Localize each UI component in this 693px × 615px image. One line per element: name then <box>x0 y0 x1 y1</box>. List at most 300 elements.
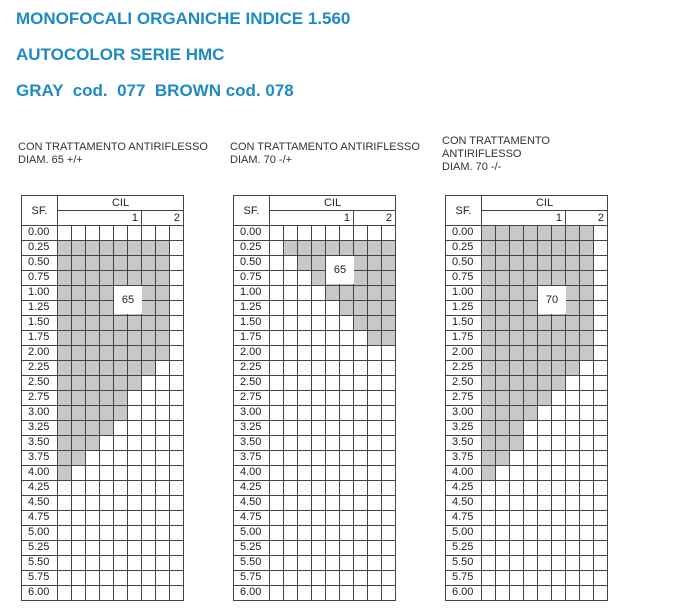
grid-cell <box>85 330 100 346</box>
grid-cell <box>523 540 538 556</box>
grid-cell <box>353 270 368 286</box>
grid-cell <box>311 285 326 301</box>
grid-cell <box>325 315 340 331</box>
sf-value: 2.00 <box>21 345 58 361</box>
grid-cell <box>339 345 354 361</box>
grid-cell <box>523 255 538 271</box>
grid-cell <box>353 420 368 436</box>
grid-cell <box>269 510 284 526</box>
grid-cell <box>311 570 326 586</box>
grid-cell <box>297 300 312 316</box>
grid-cell <box>579 300 594 316</box>
grid-cell <box>481 585 496 601</box>
grid-cell <box>551 510 566 526</box>
grid-cell <box>71 465 86 481</box>
grid-cell <box>269 570 284 586</box>
grid-cell <box>495 495 510 511</box>
grid-cell <box>509 390 524 406</box>
grid-cell <box>367 270 382 286</box>
grid-cell <box>367 435 382 451</box>
grid-cell <box>141 480 156 496</box>
grid-cell <box>381 255 396 271</box>
grid-cell <box>127 540 142 556</box>
grid-cell <box>367 555 382 571</box>
grid-cell <box>523 390 538 406</box>
grid-cell <box>169 240 184 256</box>
grid-cell <box>141 435 156 451</box>
grid-cell <box>523 585 538 601</box>
grid-cell <box>509 525 524 541</box>
grid-cell <box>325 225 340 241</box>
grid-cell <box>311 390 326 406</box>
grid-cell <box>381 375 396 391</box>
grid-cell <box>381 345 396 361</box>
grid-cell <box>339 435 354 451</box>
grid-cell <box>283 255 298 271</box>
grid-cell <box>283 360 298 376</box>
grid-cell <box>325 510 340 526</box>
grid-cell <box>523 405 538 421</box>
grid-cell <box>297 465 312 481</box>
grid-cell <box>283 345 298 361</box>
grid-cell <box>169 570 184 586</box>
grid-cell <box>353 570 368 586</box>
grid-cell <box>593 585 608 601</box>
grid-cell <box>551 375 566 391</box>
grid-cell <box>283 225 298 241</box>
grid-cell <box>71 435 86 451</box>
grid-cell <box>71 390 86 406</box>
grid-cell <box>85 300 100 316</box>
grid-cell <box>169 300 184 316</box>
sf-value: 1.25 <box>445 300 482 316</box>
grid-cell <box>269 255 284 271</box>
grid-cell <box>537 525 552 541</box>
grid-cell <box>381 390 396 406</box>
grid-cell <box>593 270 608 286</box>
grid-cell <box>141 255 156 271</box>
sf-value: 4.75 <box>233 510 270 526</box>
grid-cell <box>99 270 114 286</box>
sf-value: 4.50 <box>445 495 482 511</box>
grid-cell <box>339 570 354 586</box>
grid-cell <box>311 465 326 481</box>
grid-cell <box>297 495 312 511</box>
sf-value: 5.50 <box>445 555 482 571</box>
grid-cell <box>85 480 100 496</box>
grid-cell <box>523 360 538 376</box>
grid-cell <box>269 285 284 301</box>
diameter-label: 70 <box>538 286 566 314</box>
grid-cell <box>537 360 552 376</box>
grid-cell <box>297 255 312 271</box>
grid-cell <box>381 570 396 586</box>
grid-cell <box>381 465 396 481</box>
grid-cell <box>495 360 510 376</box>
grid-cell <box>523 495 538 511</box>
cil-2-header: 2 <box>565 210 608 226</box>
grid-cell <box>593 420 608 436</box>
grid-cell <box>579 255 594 271</box>
grid-cell <box>353 315 368 331</box>
grid-cell <box>325 450 340 466</box>
sf-value: 6.00 <box>233 585 270 601</box>
grid-cell <box>127 315 142 331</box>
grid-cell <box>593 225 608 241</box>
grid-cell <box>537 255 552 271</box>
grid-cell <box>565 465 580 481</box>
grid-cell <box>537 420 552 436</box>
grid-cell <box>283 540 298 556</box>
grid-cell <box>169 345 184 361</box>
grid-cell <box>311 300 326 316</box>
grid-cell <box>155 255 170 271</box>
grid-cell <box>311 450 326 466</box>
grid-cell <box>297 570 312 586</box>
grid-cell <box>353 585 368 601</box>
grid-cell <box>579 270 594 286</box>
grid-cell <box>565 360 580 376</box>
grid-cell <box>141 495 156 511</box>
cil-1-header: 1 <box>481 210 566 226</box>
grid-cell <box>537 540 552 556</box>
grid-cell <box>367 570 382 586</box>
grid-cell <box>481 480 496 496</box>
sf-value: 4.50 <box>21 495 58 511</box>
grid-cell <box>565 420 580 436</box>
grid-cell <box>71 345 86 361</box>
grid-cell <box>57 495 72 511</box>
grid-cell <box>381 495 396 511</box>
grid-cell <box>523 465 538 481</box>
grid-cell <box>565 495 580 511</box>
grid-cell <box>537 225 552 241</box>
grid-cell <box>155 240 170 256</box>
grid-cell <box>85 495 100 511</box>
grid-cell <box>297 405 312 421</box>
grid-cell <box>283 270 298 286</box>
grid-cell <box>71 510 86 526</box>
block-1-caption-treatment: CON TRATTAMENTO ANTIRIFLESSO <box>18 141 208 153</box>
grid-cell <box>85 510 100 526</box>
grid-cell <box>495 240 510 256</box>
grid-cell <box>565 570 580 586</box>
grid-cell <box>509 420 524 436</box>
grid-cell <box>565 480 580 496</box>
grid-cell <box>127 510 142 526</box>
grid-cell <box>551 540 566 556</box>
grid-cell <box>155 300 170 316</box>
grid-cell <box>325 285 340 301</box>
grid-cell <box>99 480 114 496</box>
sf-value: 5.50 <box>21 555 58 571</box>
grid-cell <box>85 525 100 541</box>
grid-cell <box>113 465 128 481</box>
grid-cell <box>523 315 538 331</box>
grid-cell <box>141 450 156 466</box>
grid-cell <box>509 285 524 301</box>
grid-cell <box>155 465 170 481</box>
grid-cell <box>339 585 354 601</box>
grid-cell <box>85 465 100 481</box>
grid-cell <box>593 570 608 586</box>
sf-value: 1.50 <box>445 315 482 331</box>
grid-cell <box>169 375 184 391</box>
grid-cell <box>523 375 538 391</box>
grid-cell <box>381 525 396 541</box>
grid-cell <box>99 300 114 316</box>
grid-cell <box>381 330 396 346</box>
grid-cell <box>71 330 86 346</box>
grid-cell <box>269 525 284 541</box>
sf-value: 4.50 <box>233 495 270 511</box>
grid-cell <box>141 420 156 436</box>
grid-cell <box>339 555 354 571</box>
grid-cell <box>269 495 284 511</box>
grid-cell <box>311 525 326 541</box>
block-1-caption <box>18 141 228 167</box>
grid-cell <box>169 315 184 331</box>
grid-cell <box>311 420 326 436</box>
grid-cell <box>353 225 368 241</box>
grid-cell <box>113 450 128 466</box>
grid-cell <box>141 585 156 601</box>
grid-cell <box>169 390 184 406</box>
cil-1-header: 1 <box>57 210 142 226</box>
grid-cell <box>141 405 156 421</box>
grid-cell <box>71 540 86 556</box>
grid-cell <box>579 285 594 301</box>
grid-cell <box>141 540 156 556</box>
grid-cell <box>339 330 354 346</box>
grid-cell <box>509 270 524 286</box>
grid-cell <box>297 480 312 496</box>
sf-value: 5.00 <box>21 525 58 541</box>
grid-cell <box>481 270 496 286</box>
grid-cell <box>509 480 524 496</box>
grid-cell <box>155 345 170 361</box>
sf-value: 4.75 <box>445 510 482 526</box>
grid-cell <box>169 585 184 601</box>
grid-cell <box>141 300 156 316</box>
grid-cell <box>325 495 340 511</box>
grid-cell <box>495 315 510 331</box>
grid-cell <box>339 420 354 436</box>
grid-cell <box>311 540 326 556</box>
grid-cell <box>311 345 326 361</box>
grid-cell <box>325 390 340 406</box>
availability-grid-1 <box>21 195 183 601</box>
grid-cell <box>593 315 608 331</box>
grid-cell <box>141 270 156 286</box>
grid-cell <box>551 240 566 256</box>
grid-cell <box>297 270 312 286</box>
grid-cell <box>339 300 354 316</box>
grid-cell <box>155 510 170 526</box>
grid-cell <box>593 255 608 271</box>
grid-cell <box>297 555 312 571</box>
grid-cell <box>269 360 284 376</box>
grid-cell <box>551 450 566 466</box>
grid-cell <box>565 375 580 391</box>
sf-value: 1.00 <box>233 285 270 301</box>
grid-cell <box>113 555 128 571</box>
grid-cell <box>353 450 368 466</box>
grid-cell <box>579 450 594 466</box>
grid-cell <box>283 450 298 466</box>
grid-cell <box>57 450 72 466</box>
grid-cell <box>85 225 100 241</box>
grid-cell <box>481 495 496 511</box>
grid-cell <box>537 315 552 331</box>
grid-cell <box>169 525 184 541</box>
grid-cell <box>593 285 608 301</box>
grid-cell <box>297 435 312 451</box>
grid-cell <box>565 555 580 571</box>
grid-cell <box>127 240 142 256</box>
availability-grid-3 <box>445 195 607 601</box>
grid-cell <box>593 480 608 496</box>
grid-cell <box>283 585 298 601</box>
grid-cell <box>509 585 524 601</box>
grid-cell <box>155 450 170 466</box>
grid-cell <box>169 405 184 421</box>
grid-cell <box>367 510 382 526</box>
sf-value: 3.75 <box>445 450 482 466</box>
grid-cell <box>113 270 128 286</box>
grid-cell <box>537 375 552 391</box>
grid-cell <box>495 285 510 301</box>
grid-cell <box>579 225 594 241</box>
grid-cell <box>579 555 594 571</box>
sf-value: 3.00 <box>233 405 270 421</box>
grid-cell <box>481 525 496 541</box>
grid-cell <box>593 405 608 421</box>
grid-cell <box>495 420 510 436</box>
grid-cell <box>169 255 184 271</box>
grid-cell <box>593 330 608 346</box>
grid-cell <box>99 585 114 601</box>
grid-cell <box>57 330 72 346</box>
grid-cell <box>99 285 114 301</box>
grid-cell <box>551 315 566 331</box>
grid-cell <box>551 525 566 541</box>
grid-cell <box>367 390 382 406</box>
grid-cell <box>593 240 608 256</box>
grid-cell <box>269 480 284 496</box>
grid-cell <box>381 300 396 316</box>
grid-cell <box>99 540 114 556</box>
sf-value: 5.00 <box>233 525 270 541</box>
grid-cell <box>537 585 552 601</box>
cil-2-header: 2 <box>141 210 184 226</box>
grid-cell <box>141 225 156 241</box>
grid-cell <box>481 510 496 526</box>
grid-cell <box>381 360 396 376</box>
grid-cell <box>99 495 114 511</box>
grid-cell <box>353 255 368 271</box>
grid-cell <box>367 540 382 556</box>
grid-cell <box>523 450 538 466</box>
grid-cell <box>127 435 142 451</box>
grid-cell <box>325 585 340 601</box>
grid-cell <box>283 465 298 481</box>
grid-cell <box>311 405 326 421</box>
grid-cell <box>537 570 552 586</box>
sf-value: 2.25 <box>445 360 482 376</box>
grid-cell <box>113 510 128 526</box>
grid-cell <box>99 420 114 436</box>
sf-value: 1.75 <box>445 330 482 346</box>
grid-cell <box>509 495 524 511</box>
block-2-caption <box>230 141 440 167</box>
grid-cell <box>537 405 552 421</box>
grid-cell <box>325 570 340 586</box>
grid-cell <box>481 315 496 331</box>
grid-cell <box>283 555 298 571</box>
grid-cell <box>311 315 326 331</box>
grid-cell <box>85 420 100 436</box>
grid-cell <box>353 390 368 406</box>
grid-cell <box>57 510 72 526</box>
sf-header: SF. <box>445 195 482 226</box>
grid-cell <box>71 450 86 466</box>
grid-cell <box>141 240 156 256</box>
sf-value: 5.25 <box>21 540 58 556</box>
grid-cell <box>565 315 580 331</box>
sf-value: 5.25 <box>233 540 270 556</box>
grid-cell <box>141 285 156 301</box>
grid-cell <box>551 270 566 286</box>
grid-cell <box>99 510 114 526</box>
sf-value: 2.25 <box>21 360 58 376</box>
grid-cell <box>127 570 142 586</box>
grid-cell <box>127 375 142 391</box>
sf-value: 4.25 <box>21 480 58 496</box>
grid-cell <box>523 270 538 286</box>
grid-cell <box>551 360 566 376</box>
grid-cell <box>71 525 86 541</box>
grid-cell <box>127 525 142 541</box>
grid-cell <box>57 345 72 361</box>
grid-cell <box>593 375 608 391</box>
grid-cell <box>367 480 382 496</box>
grid-cell <box>127 420 142 436</box>
grid-cell <box>71 285 86 301</box>
grid-cell <box>551 420 566 436</box>
grid-cell <box>169 480 184 496</box>
grid-cell <box>353 555 368 571</box>
grid-cell <box>551 225 566 241</box>
grid-cell <box>593 555 608 571</box>
grid-cell <box>311 495 326 511</box>
grid-cell <box>565 510 580 526</box>
grid-cell <box>509 300 524 316</box>
grid-cell <box>579 525 594 541</box>
grid-cell <box>551 345 566 361</box>
grid-cell <box>311 585 326 601</box>
grid-cell <box>579 540 594 556</box>
grid-cell <box>579 435 594 451</box>
sf-value: 3.50 <box>21 435 58 451</box>
grid-cell <box>509 315 524 331</box>
grid-cell <box>367 495 382 511</box>
grid-cell <box>381 555 396 571</box>
sf-value: 5.25 <box>445 540 482 556</box>
grid-cell <box>141 315 156 331</box>
grid-cell <box>99 555 114 571</box>
grid-cell <box>593 540 608 556</box>
